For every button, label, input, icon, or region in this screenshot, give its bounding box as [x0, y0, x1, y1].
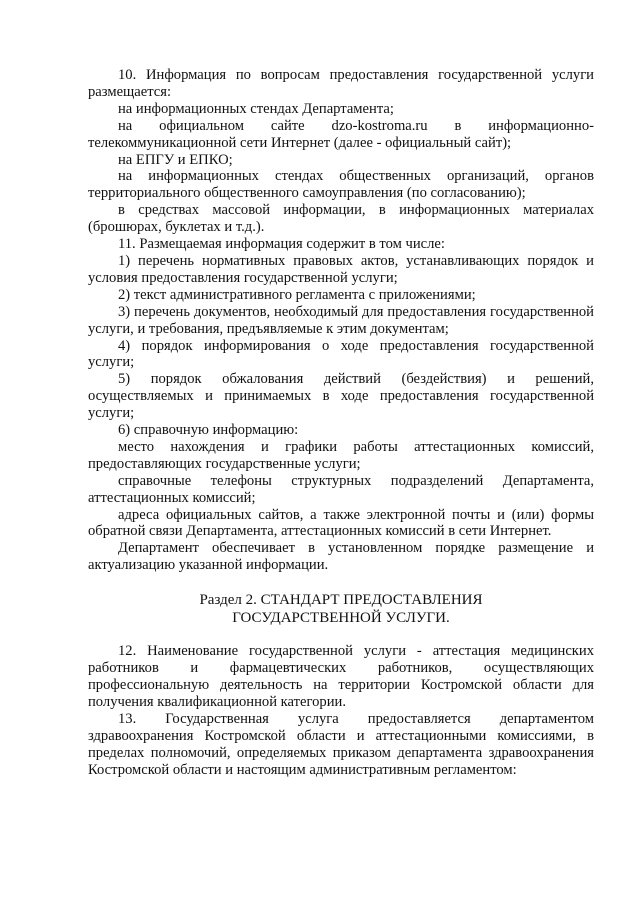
paragraph-item-3: 3) перечень документов, необходимый для предоставления государственной услуги, и требования, предъявляемые к этим документам;: [88, 303, 594, 337]
paragraph-12-service-name: 12. Наименование государственной услуги - аттестация медицинских работников и фармацевтических работников, осуществляющих профессиональную деятельность на территории Костромской области для получения квалификационной категории.: [88, 643, 594, 710]
paragraph-item-4: 4) порядок информирования о ходе предоставления государственной услуги;: [88, 337, 594, 371]
paragraph-official-addresses: адреса официальных сайтов, а также электронной почты и (или) формы обратной связи Департамента, аттестационных комиссий в сети Интернет.: [88, 506, 594, 540]
paragraph-mass-media: в средствах массовой информации, в информационных материалах (брошюрах, буклетах и т.д.).: [88, 202, 594, 236]
paragraph-public-org-stands: на информационных стендах общественных организаций, органов территориального общественного самоуправления (по согласованию);: [88, 168, 594, 202]
paragraph-13-service-provider: 13. Государственная услуга предоставляется департаментом здравоохранения Костромской области и аттестационными комиссиями, в пределах полномочий, определяемых приказом департамента здравоохранения Костромской области и настоящим административным регламентом:: [88, 710, 594, 778]
paragraph-item-6: 6) справочную информацию:: [118, 422, 299, 439]
paragraph-official-site: на официальном сайте dzo-kostroma.ru в информационно-телекоммуникационной сети Интернет (далее - официальный сайт);: [88, 117, 594, 151]
section-2-heading: [88, 591, 594, 627]
paragraph-department-ensures: Департамент обеспечивает в установленном порядке размещение и актуализацию указанной информации.: [88, 540, 594, 574]
paragraph-reference-phones: справочные телефоны структурных подразделений Департамента, аттестационных комиссий;: [88, 472, 594, 506]
paragraph-epgu-epko: на ЕПГУ и ЕПКО;: [118, 151, 233, 168]
document-content: [88, 67, 594, 778]
paragraph-11-intro: 11. Размещаемая информация содержит в том числе:: [118, 236, 445, 253]
section-2-heading-line-2: ГОСУДАРСТВЕННОЙ УСЛУГИ.: [232, 610, 450, 627]
paragraph-item-5: 5) порядок обжалования действий (бездействия) и решений, осуществляемых и принимаемых в ходе предоставления государственной услуги;: [88, 371, 594, 422]
paragraph-item-2: 2) текст административного регламента с приложениями;: [118, 286, 476, 303]
section-2-heading-line-1: Раздел 2. СТАНДАРТ ПРЕДОСТАВЛЕНИЯ: [199, 592, 483, 609]
paragraph-item-1: 1) перечень нормативных правовых актов, устанавливающих порядок и условия предоставления государственной услуги;: [88, 252, 594, 286]
paragraph-10-intro: 10. Информация по вопросам предоставления государственной услуги размещается:: [88, 67, 594, 100]
paragraph-stands-department: на информационных стендах Департамента;: [118, 100, 394, 117]
paragraph-commission-location: место нахождения и графики работы аттестационных комиссий, предоставляющих государственные услуги;: [88, 438, 594, 472]
